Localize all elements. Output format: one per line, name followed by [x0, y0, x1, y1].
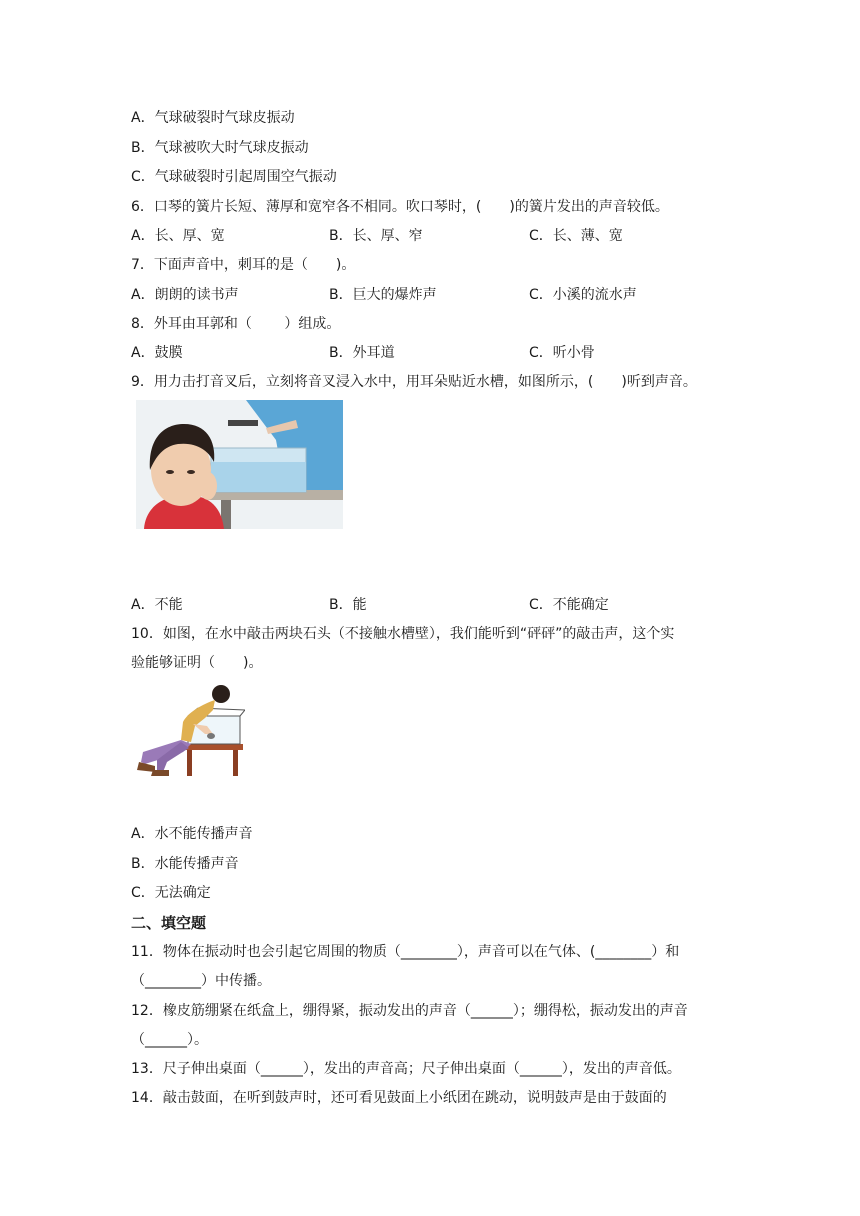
q10-stem-line1: 10．如图，在水中敲击两块石头（不接触水槽壁），我们能听到“砰砰”的敲击声，这个实 [131, 626, 675, 642]
q10-stones-figure [133, 682, 245, 778]
q9-option-c: C．不能确定 [529, 597, 609, 613]
q13-stem: 13．尺子伸出桌面（______），发出的声音高；尺子伸出桌面（______），发出的声音低。 [131, 1061, 681, 1077]
q9-option-b: B．能 [329, 597, 367, 613]
q7-option-a: A．朗朗的读书声 [131, 287, 239, 303]
q12-line2: （______）。 [131, 1032, 208, 1048]
q10-option-b: B．水能传播声音 [131, 856, 239, 872]
q7-stem: 7．下面声音中，刺耳的是（ )。 [131, 257, 356, 273]
q10-stem-line2: 验能够证明（ )。 [131, 655, 263, 671]
q7-option-c: C．小溪的流水声 [529, 287, 637, 303]
q6-option-b: B．长、厚、窄 [329, 228, 423, 244]
q9-option-a: A．不能 [131, 597, 183, 613]
section-fill-in-blank-title: 二、填空题 [131, 914, 207, 932]
q10-option-a: A．水不能传播声音 [131, 826, 253, 842]
q11-line2: （________）中传播。 [131, 973, 271, 989]
q12-line1: 12．橡皮筋绷紧在纸盒上，绷得紧，振动发出的声音（______）；绷得松，振动发出的声音 [131, 1003, 688, 1019]
q8-option-b: B．外耳道 [329, 345, 395, 361]
q8-option-c: C．听小骨 [529, 345, 595, 361]
q9-tuning-fork-figure [136, 400, 343, 529]
q8-stem: 8．外耳由耳郭和（ ）组成。 [131, 316, 341, 332]
q9-stem: 9．用力击打音叉后，立刻将音叉浸入水中，用耳朵贴近水槽，如图所示，( )听到声音。 [131, 374, 697, 390]
q8-option-a: A．鼓膜 [131, 345, 183, 361]
q6-stem: 6．口琴的簧片长短、薄厚和宽窄各不相同。吹口琴时，( )的簧片发出的声音较低。 [131, 199, 669, 215]
q5-option-a: A．气球破裂时气球皮振动 [131, 110, 295, 126]
q6-option-c: C．长、薄、宽 [529, 228, 623, 244]
q14-stem: 14．敲击鼓面，在听到鼓声时，还可看见鼓面上小纸团在跳动，说明鼓声是由于鼓面的 [131, 1090, 667, 1106]
q7-option-b: B．巨大的爆炸声 [329, 287, 437, 303]
q6-option-a: A．长、厚、宽 [131, 228, 225, 244]
q10-option-c: C．无法确定 [131, 885, 211, 901]
q5-option-b: B．气球被吹大时气球皮振动 [131, 140, 309, 156]
q5-option-c: C．气球破裂时引起周围空气振动 [131, 169, 337, 185]
q11-line1: 11．物体在振动时也会引起它周围的物质（________），声音可以在气体、(________）和 [131, 944, 680, 960]
